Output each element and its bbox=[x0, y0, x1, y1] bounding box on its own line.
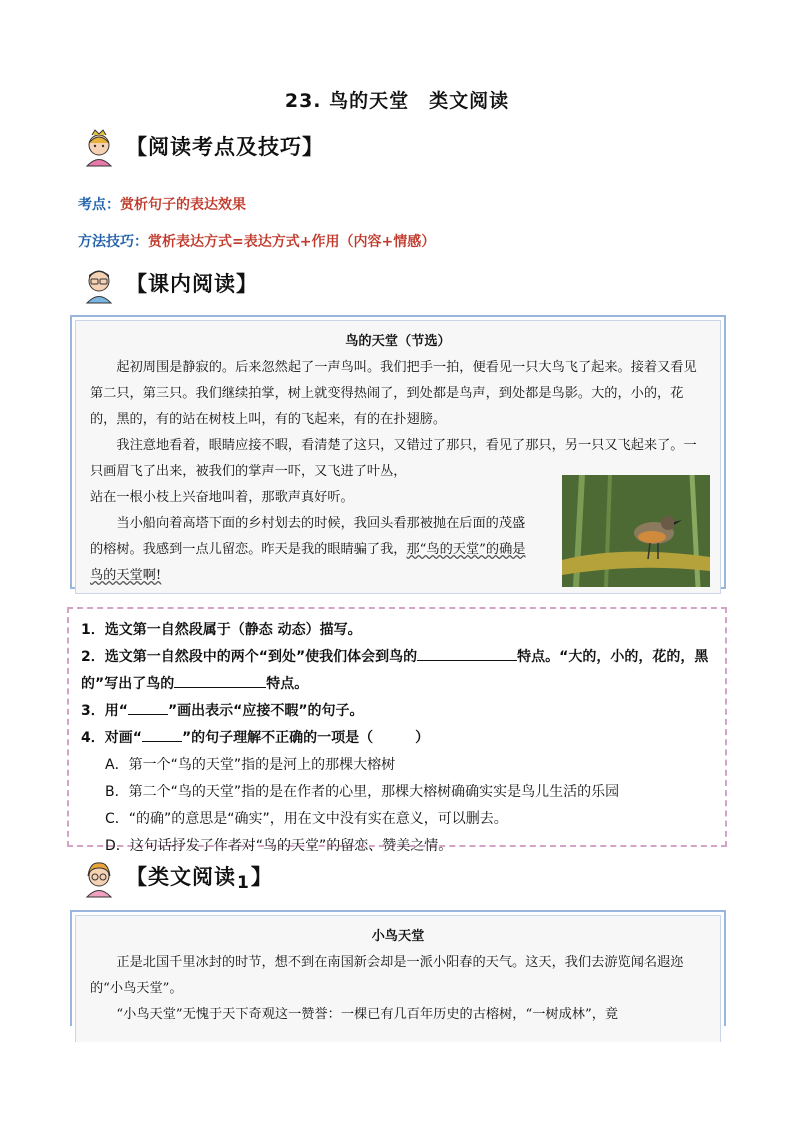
q3-line-sample bbox=[128, 714, 168, 715]
section-heading-text: 【课内阅读】 bbox=[126, 272, 258, 296]
q4-part-b: ”的句子理解不正确的一项是（ ） bbox=[181, 730, 430, 746]
question-2 bbox=[81, 644, 713, 698]
section-heading-text bbox=[126, 861, 273, 893]
q4-part-a: 4．对画“ bbox=[81, 730, 142, 746]
q2-part-a: 2．选文第一自然段中的两个“到处”使我们体会到鸟的 bbox=[81, 649, 418, 665]
heading-end: 】 bbox=[250, 865, 273, 889]
passage-paragraph-1: 起初周围是静寂的。后来忽然起了一声鸟叫。我们把手一拍，便看见一只大鸟飞了起来。接着又看见第二只，第三只。我们继续拍掌，树上就变得热闹了，到处都是鸟声，到处都是鸟影。大的，小的，花的，黑的，有的站在树枝上叫，有的飞起来，有的在扑翅膀。 bbox=[90, 360, 697, 427]
option-c[interactable]: C．“的确”的意思是“确实”，用在文中没有实在意义，可以删去。 bbox=[105, 811, 508, 827]
para3-wavy-sentence: 那“鸟的天堂”的确是鸟的天堂啊! bbox=[90, 542, 526, 583]
question-4 bbox=[81, 725, 713, 752]
q3-part-b: ”画出表示“应接不暇”的句子。 bbox=[167, 703, 364, 719]
bird-photo bbox=[562, 475, 710, 587]
q2-blank-1[interactable] bbox=[417, 660, 517, 661]
section-heading-leiwen bbox=[78, 856, 273, 898]
passage-title: 鸟的天堂（节选） bbox=[345, 334, 451, 349]
page-title: 23. 鸟的天堂 类文阅读 bbox=[284, 90, 510, 112]
q3-part-a: 3．用“ bbox=[81, 703, 128, 719]
boy-avatar-icon bbox=[78, 262, 120, 304]
para3-part-a: 当小船向着高塔下面的乡村划去的时候，我回头看那被抛在后面的茂盛的榕树。我感到一点儿留恋。昨天是我的眼睛骗了我， bbox=[90, 516, 526, 557]
passage-paragraph-2b: 站在一根小枝上兴奋地叫着，那歌声真好听。 bbox=[90, 490, 354, 505]
passage-paragraph-1: 正是北国千里冰封的时节，想不到在南国新会却是一派小阳春的天气。这天，我们去游览闻名遐迩的“小鸟天堂”。 bbox=[90, 955, 684, 996]
passage-box-leiwen bbox=[70, 910, 726, 1026]
section-heading-text: 【阅读考点及技巧】 bbox=[126, 135, 324, 159]
jiqiao-line bbox=[78, 231, 435, 251]
section-heading-kenei bbox=[78, 262, 258, 304]
section-heading-kaodian bbox=[78, 125, 324, 167]
question-3 bbox=[81, 698, 713, 725]
option-d[interactable]: D．这句话抒发了作者对“鸟的天堂”的留恋、赞美之情。 bbox=[105, 838, 453, 854]
kaodian-text: 赏析句子的表达效果 bbox=[120, 197, 246, 213]
q4-line-sample bbox=[142, 741, 182, 742]
jiqiao-label: 方法技巧： bbox=[78, 234, 148, 250]
question-1: 1．选文第一自然段属于（静态 动态）描写。 bbox=[81, 622, 362, 638]
q2-blank-2[interactable] bbox=[174, 687, 266, 688]
q2-part-b: 特点。“大的，小的，花的，黑的”写出了鸟的 bbox=[81, 649, 709, 692]
questions-box bbox=[67, 607, 727, 854]
passage-paragraph-3 bbox=[90, 511, 530, 589]
girl-glasses-avatar-icon bbox=[78, 856, 120, 898]
heading-number: 1 bbox=[237, 873, 250, 893]
passage-box-kenei bbox=[70, 315, 726, 589]
option-b[interactable]: B．第二个“鸟的天堂”指的是在作者的心里，那棵大榕树确确实实是鸟儿生活的乐园 bbox=[105, 784, 620, 800]
para2-part-a: 我注意地看着，眼睛应接不暇，看清楚了这只，又错过了那只，看见了那只，另一只又飞起来了。一只画眉飞了出来，被我们的掌声一吓，又飞进了叶丛， bbox=[90, 438, 697, 479]
passage-title: 小鸟天堂 bbox=[371, 929, 425, 944]
girl-avatar-icon bbox=[78, 125, 120, 167]
heading-main: 【类文阅读 bbox=[126, 865, 236, 889]
kaodian-line bbox=[78, 194, 246, 214]
option-a[interactable]: A．第一个“鸟的天堂”指的是河上的那棵大榕树 bbox=[105, 757, 396, 773]
passage-paragraph-2: “小鸟天堂”无愧于天下奇观这一赞誉：一棵已有几百年历史的古榕树，“一树成林”，竟 bbox=[116, 1007, 619, 1022]
q2-part-c: 特点。 bbox=[266, 676, 309, 692]
jiqiao-text: 赏析表达方式=表达方式+作用（内容+情感） bbox=[148, 234, 436, 250]
kaodian-label: 考点： bbox=[78, 197, 120, 213]
